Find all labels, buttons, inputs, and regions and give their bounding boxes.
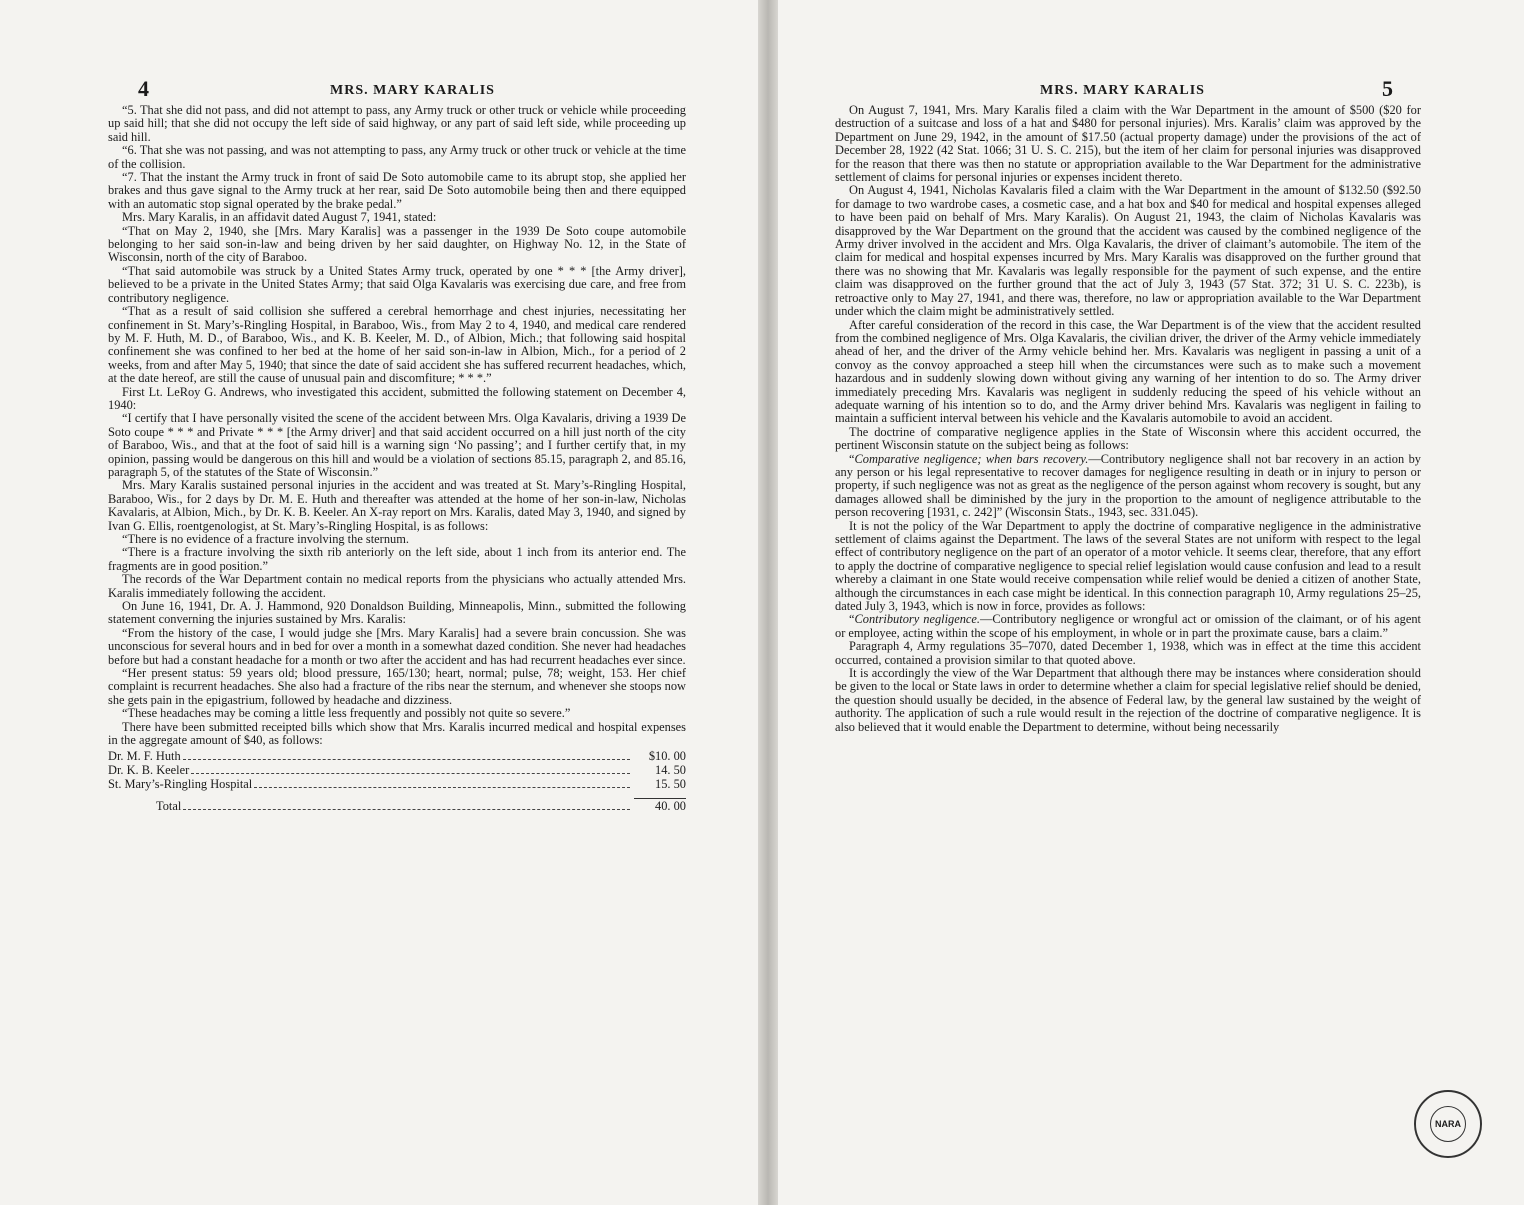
paragraph: “These headaches may be coming a little less frequently and possibly not quite so severe.”: [122, 706, 571, 721]
paragraph: Mrs. Mary Karalis sustained personal injuries in the accident and was treated at St. Mary’s-Ringling Hospital, Baraboo, Wis., for 2 days by Dr. M. E. Huth and thereafter was attended at the home of her son-in-law, Nicholas Kavalaris, at Albion, Mich., by Dr. K. B. Keeler. An X-ray report on Mrs. Karalis, dated May 3, 1940, and signed by Ivan G. Ellis, roentgenologist, at St. Mary’s-Ringling Hospital, is as follows:: [108, 478, 686, 533]
paragraph: The records of the War Department contain no medical reports from the physicians who actually attended Mrs. Karalis immediately following the accident.: [108, 572, 686, 600]
paragraph: It is accordingly the view of the War Department that although there may be instances where consideration should be given to the local or State laws in order to determine whether a claim for special legislative relief should be denied, the question should usually be decided, in the absence of Federal law, by the general law sustained by the weight of authority. The application of such a rule would result in the rejection of the doctrine of comparative negligence. It is also believed that it would enable the Department to determine, without being necessarily: [835, 666, 1421, 734]
regulation-body: —Contributory negligence or wrongful act or omission of the claimant, or of his agent or employee, acting within the scope of his employment, in whole or in part the proximate cause, bars a claim.”: [835, 612, 1421, 640]
paragraph: On August 7, 1941, Mrs. Mary Karalis filed a claim with the War Department in the amount of $500 ($20 for destruction of a suitcase and loss of a hat and $480 for personal injuries). Mrs. Karalis’ claim was approved by the Department on June 29, 1942, in the amount of $17.50 (actual property damage) under the provisions of the act of December 28, 1922 (42 Stat. 1066; 31 U. S. C. 215), but the item of her claim for personal injuries was disapproved for the reason that there was then no statute or appropriation available to the War Department for the administrative settlement of claims for personal injuries or expenses incident thereto.: [835, 103, 1421, 185]
expense-row: [108, 764, 686, 778]
paragraph: “5. That she did not pass, and did not attempt to pass, any Army truck or other truck or vehicle while proceeding up said hill; that she did not occupy the left side of said highway, or any part of said left side, while proceeding up said hill.: [108, 103, 686, 144]
expense-name: Dr. K. B. Keeler: [108, 762, 190, 777]
paragraph: Mrs. Mary Karalis, in an affidavit dated August 7, 1941, stated:: [122, 210, 437, 225]
total-label: Total: [156, 798, 182, 813]
paragraph: “Her present status: 59 years old; blood pressure, 165/130; heart, normal; pulse, 78; weight, 153. Her chief complaint is recurrent headaches. She also had a fracture of the ribs near the sternum, and whenever she stoops now she gets pain in the epigastrium, followed by headache and dizziness.: [108, 666, 686, 707]
left-running-title: MRS. MARY KARALIS: [330, 83, 495, 98]
expense-row: [108, 778, 686, 792]
paragraph: “6. That she was not passing, and was not attempting to pass, any Army truck or other truck or vehicle at the time of the collision.: [108, 143, 686, 171]
leader-dots: [191, 772, 630, 774]
paragraph: After careful consideration of the record in this case, the War Department is of the view that the accident resulted from the combined negligence of Mrs. Olga Kavalaris, the civilian driver, the driver of the Army vehicle immediately ahead of her, and the driver of the Army vehicle behind her. Mrs. Kavalaris was negligent in passing a unit of a convoy as the convoy approached a steep hill when the circumstances were such as to make such a movement hazardous and in suddenly slowing down without giving any warning of her intention to do so. The Army driver immediately preceding Mrs. Kavalaris was negligent in suddenly reducing the speed of his vehicle without an adequate warning of his intention so to do, and the Army driver behind Mrs. Kavalaris was negligent in failing to maintain a sufficient interval between his vehicle and the Kavalaris automobile to avoid an accident.: [835, 317, 1421, 426]
statute-title: Comparative negligence; when bars recovery.: [854, 451, 1089, 466]
stamp-center: NARA: [1430, 1106, 1466, 1142]
paragraph: “From the history of the case, I would judge she [Mrs. Mary Karalis] had a severe brain concussion. She was unconscious for several hours and in bed for over a month in a somewhat dazed condition. She never had headaches before but had a constant headache for a month or two after the accident and has had recurrent headaches ever since.: [108, 625, 686, 667]
regulation-quote: “Contributory negligence.—Contributory negligence or wrongful act or omission of the claimant, or of his agent or employee, acting within the scope of his employment, in whole or in part the proximate cause, bars a claim.”: [835, 612, 1421, 640]
paragraph: Paragraph 4, Army regulations 35–7070, dated December 1, 1938, which was in effect at the time this accident occurred, contained a provision similar to that quoted above.: [835, 639, 1421, 667]
left-page-number: 4: [138, 76, 149, 101]
paragraph: “That on May 2, 1940, she [Mrs. Mary Karalis] was a passenger in the 1939 De Soto coupe automobile belonging to her said son-in-law and being driven by her said daughter, on Highway No. 12, in the State of Wisconsin, north of the city of Baraboo.: [108, 223, 686, 265]
expense-name: Dr. M. F. Huth: [108, 748, 181, 763]
paragraph: First Lt. LeRoy G. Andrews, who investigated this accident, submitted the following statement on December 4, 1940:: [108, 384, 686, 412]
leader-dots: [254, 786, 630, 788]
paragraph: There have been submitted receipted bills which show that Mrs. Karalis incurred medical and hospital expenses in the aggregate amount of $40, as follows:: [108, 719, 686, 748]
paragraph: “There is a fracture involving the sixth rib anteriorly on the left side, about 1 inch from its anterior end. The fragments are in good position.”: [108, 545, 686, 573]
leader-dots: [183, 808, 630, 810]
paragraph: “7. That the instant the Army truck in front of said De Soto automobile came to its abrupt stop, she applied her brakes and thus gave signal to the Army truck at her rear, said De Soto automobile being then and there equipped with an automatic stop signal operated by the brake pedal.”: [108, 170, 686, 211]
paragraph: “There is no evidence of a fracture involving the sternum.: [122, 532, 409, 546]
expense-amount: 15. 50: [655, 776, 686, 791]
statute-quote: “Comparative negligence; when bars recovery.—Contributory negligence shall not bar recovery in an action by any person or his legal representative to recover damages for negligence resulting in death or in injury to person or property, if such negligence was not as great as the negligence of the person against whom recovery is sought, but any damages allowed shall be diminished by the jury in the proportion to the amount of negligence attributable to the person recovering [1931, c. 242]” (Wisconsin Stats., 1943, sec. 331.045).: [835, 451, 1421, 520]
left-page: [0, 0, 758, 1205]
paragraph: The doctrine of comparative negligence applies in the State of Wisconsin where this accident occurred, the pertinent Wisconsin statute on the subject being as follows:: [835, 424, 1421, 453]
paragraph: “That as a result of said collision she suffered a cerebral hemorrhage and chest injuries, necessitating her confinement in St. Mary’s-Ringling Hospital, in Baraboo, Wis., from May 2 to 4, 1940, and medical care rendered by M. F. Huth, M. D., of Baraboo, Wis., and K. B. Keeler, M. D., of Albion, Mich.; that following said hospital confinement she was confined to her bed at the home of her said son-in-law in Albion, Mich., for a period of 2 weeks, from and after May 5, 1940; that since the date of said accident she has suffered recurrent headaches, which, at the date hereof, are still the cause of unusual pain and discomfiture; * * *.”: [108, 304, 686, 386]
right-page: [778, 0, 1524, 1205]
expense-total-row: [108, 798, 686, 812]
paragraph: On June 16, 1941, Dr. A. J. Hammond, 920 Donaldson Building, Minneapolis, Minn., submitted the following statement converning the injuries sustained by Mrs. Karalis:: [108, 599, 686, 627]
expense-name: St. Mary’s-Ringling Hospital: [108, 776, 253, 791]
right-page-number: 5: [1382, 76, 1393, 101]
right-page-body: [835, 104, 1421, 734]
leader-dots: [183, 758, 630, 760]
paragraph: On August 4, 1941, Nicholas Kavalaris filed a claim with the War Department in the amount of $132.50 ($92.50 for damage to two wardrobe cases, a cosmetic case, and a hat box and $40 for medical and hospital expenses alleged to have been paid on behalf of Mrs. Mary Karalis). On August 21, 1943, the claim of Nicholas Kavalaris was disapproved by the War Department on the ground that the accident was caused by the combined negligence of the Army driver involved in the accident and Mrs. Olga Kavalaris, the driver of claimant’s automobile. The item of the claim for medical and hospital expenses incurred by Mrs. Mary Karalis was disapproved on the further ground that there was no showing that Mr. Kavalaris was legally responsible for the payment of such expense, and the entire claim was disapproved on the further ground that the act of July 3, 1943 (57 Stat. 372; 31 U. S. C. 223b), is retroactive only to May 27, 1941, and there was, therefore, no law or appropriation available to the War Department under which the claim might be administratively settled.: [835, 183, 1421, 319]
paragraph: “I certify that I have personally visited the scene of the accident between Mrs. Olga Kavalaris, driving a 1939 De Soto coupe * * * and Private * * * [the Army driver] and that said accident occurred on a hill just north of the city of Baraboo, Wis., and that at the foot of said hill is a warning sign ‘No passing’; and I further certify that, in my opinion, passing would be dangerous on this hill and would be a violation of sections 85.15, paragraph 2, and 85.16, paragraph 5, of the statutes of the State of Wisconsin.”: [108, 411, 686, 479]
expense-amount: $10. 00: [648, 748, 686, 763]
expense-table: [108, 750, 686, 812]
statute-body: —Contributory negligence shall not bar recovery in an action by any person or his legal representative to recover damages for negligence resulting in death or in injury to person or property, if such negligence was not as great as the negligence of the person against whom recovery is sought, but any damages allowed shall be diminished by the jury in the proportion to the amount of negligence attributable to the person recovering [1931, c. 242]” (Wisconsin Stats., 1943, sec. 331.045).: [835, 451, 1421, 520]
paragraph: “That said automobile was struck by a United States Army truck, operated by one * * * [the Army driver], believed to be a private in the United States Army; that said Olga Kavalaris was exercising due care, and free from contributory negligence.: [108, 263, 686, 305]
left-page-body: [108, 104, 686, 812]
total-amount: 40. 00: [634, 798, 686, 813]
regulation-title: Contributory negligence.: [854, 612, 981, 627]
expense-row: [108, 750, 686, 764]
expense-amount: 14. 50: [655, 762, 686, 777]
right-running-title: MRS. MARY KARALIS: [1040, 83, 1205, 98]
paragraph: It is not the policy of the War Department to apply the doctrine of comparative negligence in the administrative settlement of claims against the Department. The laws of the several States are not uniform with respect to the legal effect of contributory negligence on the part of an operator of a motor vehicle. It seems clear, therefore, that any effort to apply the doctrine of comparative negligence to special relief legislation would cause confusion and lead to a result whereby a claimant in one State would receive compensation while relief would be denied a citizen of another State, although the circumstances in each case might be identical. In this connection paragraph 10, Army regulations 25–25, dated July 3, 1943, which is now in force, provides as follows:: [835, 518, 1421, 614]
page-gutter: [758, 0, 778, 1205]
library-stamp: [1414, 1090, 1482, 1158]
